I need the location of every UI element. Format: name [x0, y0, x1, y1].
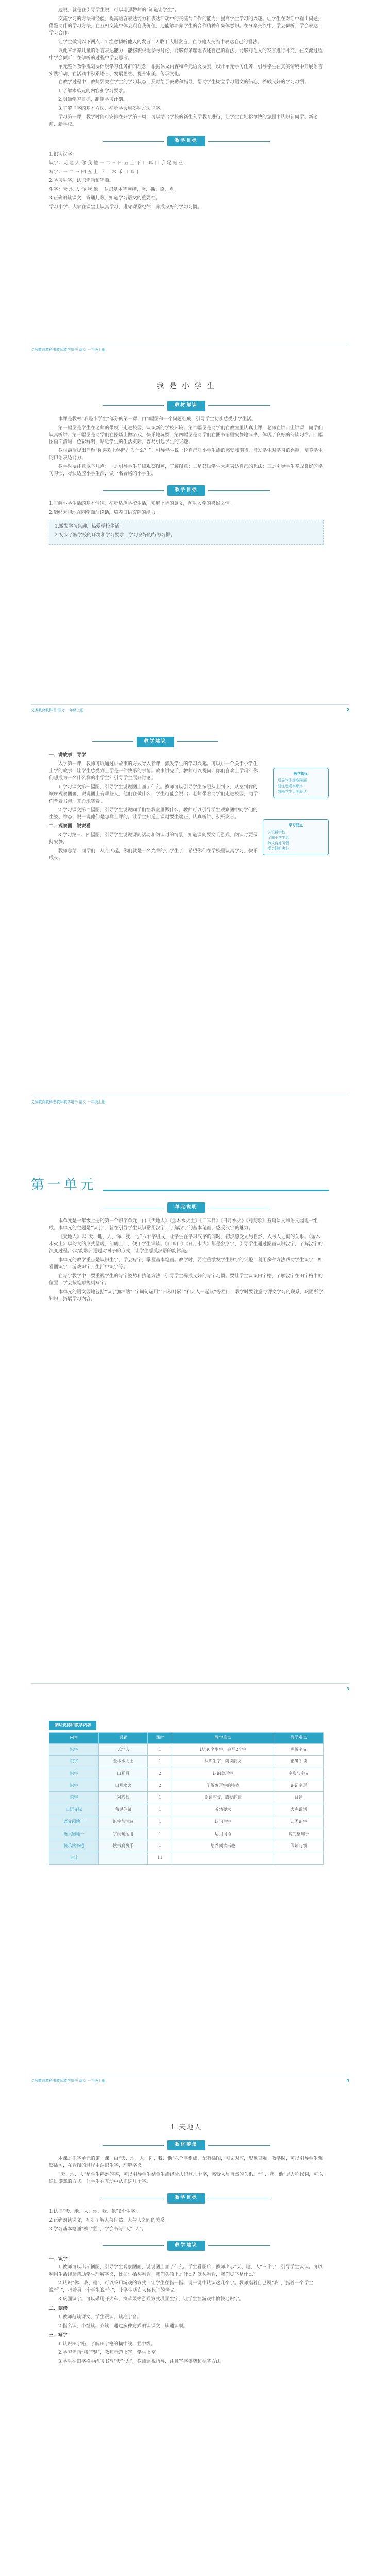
table-row [49, 1804, 324, 1816]
section-banner [49, 737, 262, 747]
goal-line: 3.正确朗读课文，背诵儿歌，知道学习语文的重要性。 [49, 195, 160, 201]
paragraph: 3.巩固识字。可以采用开火车、摘苹果等游戏方式巩固生字，让学生在游戏中愉快地识字。 [58, 2297, 244, 2302]
table-cell: 识字 [49, 1743, 99, 1755]
table-cell: 2 [148, 1768, 172, 1780]
table-cell: 口语交际 [49, 1804, 99, 1816]
table-cell: 认识生字 [172, 1816, 274, 1828]
column-header: 教学难点 [274, 1733, 324, 1743]
table-cell: 日月水火 [98, 1780, 148, 1791]
section-banner [49, 1202, 324, 1213]
unit-title: 第一单元 [31, 1177, 97, 1193]
tip-box [273, 768, 329, 798]
tip-line: 认识新学校 [267, 829, 285, 834]
goal-line: 学习小学：大家在课堂上认真学习，遵守课堂纪律，养成良好的学习习惯。 [49, 204, 203, 210]
paragraph: 2.明确学习目标，制定学习计划。 [58, 97, 128, 103]
paragraph: 本单元是一年级上册的第一个识字单元，由《天地人》《金木水火土》《口耳目》《日月水火》《对韵歌》五篇课文和语文园地一组成。本单元的主题是“识字”，旨在引导学生认识常用汉字，了解汉字的基本笔画，感受汉字的魅力。 [49, 1218, 318, 1231]
section-heading: 一、识字 [49, 2256, 68, 2262]
table-cell: 了解象形字的特点 [172, 1780, 274, 1791]
table-cell: 背诵 [274, 1792, 324, 1804]
tip-line: 鼓励学生大胆表达 [278, 789, 307, 794]
paragraph: 3.学习第三、四幅图，引导学生说说课间活动和阅读时的情景，知道课间要文明游戏，阅读时要保持安静。 [49, 833, 258, 845]
paragraph: 学习第一课，教学时间可安排在开学第一周，可以结合学校的新生入学教育进行，让学生在轻松愉快的氛围中认识新同学、新老师、新学校。 [49, 115, 318, 128]
table-cell: 识记字形 [274, 1780, 324, 1791]
tip-line: 引导学生观察图画 [278, 778, 307, 783]
tip-line: 了解小学生活 [267, 835, 289, 840]
paragraph: 2.学习课文第二幅图，引导学生说说同学们在教室里做什么。教师可以引导学生观察图中同学们的坐姿、神态，说一说他们是怎样上课的。让学生知道上课时要坐端正、认真听讲、积极发言。 [49, 807, 258, 820]
lesson-title: 我 是 小 学 生 [157, 382, 216, 391]
goal-line: 生字：天 地 人 你 我 他 ，认识基本笔画横、竖、撇、捺、点。 [49, 187, 179, 192]
section-banner [49, 401, 324, 411]
note-item: 1.激发学习兴趣，热爱学校生活。 [55, 523, 124, 529]
table-row [49, 1768, 324, 1780]
table-cell: 2 [148, 1780, 172, 1791]
goal-line: 2.正确朗读课文，初步了解人与自然、人与人之间的关系。 [49, 2217, 170, 2223]
page-number: 3 [346, 1686, 349, 1691]
table-cell: 1 [148, 1840, 172, 1852]
table-cell: 11 [148, 1852, 172, 1864]
section-banner [49, 136, 324, 146]
goal-line: 2.能够大胆地在同学面前说话，培养口语交际的能力。 [49, 510, 160, 515]
page-footer [31, 1683, 349, 1693]
table-cell: 合计 [49, 1852, 99, 1864]
page-1 [0, 0, 370, 361]
lesson-table [49, 1732, 324, 1864]
table-cell [274, 1852, 324, 1864]
paragraph: 教材最后提出问题“你喜欢上学吗？为什么？”，引导学生说一说自己对小学生活的感受和期待，激发学生对学习的兴趣，培养学生的口语表达能力。 [49, 448, 323, 461]
table-cell: 字词句运用 [98, 1828, 148, 1840]
table-cell: 我说你做 [98, 1804, 148, 1816]
table-cell: 语文园地一 [49, 1816, 99, 1828]
goal-line: 写字：一 二 三 四 五 上 下 十 木 禾 口 耳 目 [49, 169, 141, 175]
paragraph: 1.教师可以出示插图，引导学生观察图画，说说图上画了什么。学生看图后，教师出示“天、地、人”三个字，引导学生认读。可以利用生活经验帮助学生理解字义，比如：抬头看看，我们头顶上是什么？低头看看，我们脚下是什么？ [49, 2265, 323, 2278]
paragraph: 《天地人》以“天、地、人、你、我、他”六个字组成，让学生在学习汉字的同时，初步感受人与自然、人与人之间的关系。《金木水火土》以韵文的形式呈现，朗朗上口，便于学生诵读。《口耳目》《日月水火》都是象形字，引导学生通过图画认识汉字，了解汉字的演变过程。《对韵歌》通过对对子的形式，让学生感受汉语的韵律美。 [49, 1234, 323, 1254]
table-cell: 语文园地一 [49, 1828, 99, 1840]
footer-title: 义务教育教科书 语文 一年级上册 [31, 708, 84, 713]
table-cell: 认识生字，朗读韵文 [172, 1756, 274, 1768]
paragraph: 本课是识字单元的第一课，由“天、地、人、你、我、他”六个字组成，配有插图，图文对应，形象直观。教学时，可以引导学生观察插图，在看图的过程中认识生字，理解字义。 [49, 2156, 323, 2169]
tip-line: 要注意观察顺序 [278, 784, 303, 788]
footer-title: 义务教育教科书教师教学用书 语文 一年级上册 [31, 2078, 106, 2083]
goal-line: 1.认识“天、地、人、你、我、他”6个生字。 [49, 2209, 140, 2214]
paragraph: 教学时要注意以下几点：一是引导学生仔细观察图画，了解图意；二是鼓励学生大胆表达自己的想法；三是引导学生养成良好的学习习惯，尽快适应小学生活，做一名合格的小学生。 [49, 464, 323, 477]
paragraph: 2.认识“你、我、他”，可以采用游戏的方式，让学生在指一指、说一说中认识这几个字。教师指着自己说“我”，指着一个学生说“你”，指着另一个学生说“他”，让学生明白人称代词的含义。 [49, 2281, 313, 2294]
table-cell: 天地人 [98, 1743, 148, 1755]
tip-line: 学会倾听表达 [267, 846, 289, 851]
goal-line: 1.了解小学生活的基本情况，初步适应学校生活，知道上学的意义，萌生入学的喜悦之情。 [49, 501, 234, 507]
table-cell [98, 1852, 148, 1864]
paragraph: 本课是教材“我是小学生”部分的第一课，由4幅图和一个问题组成，引导学生初步感受小学生活。 [58, 416, 256, 422]
paragraph: “天、地、人”是学生熟悉的字，可以引导学生结合生活经验认识这几个字，感受人与自然的关系。“你、我、他”是人称代词，可以通过游戏的方式，让学生在互动中认识这几个字。 [49, 2172, 323, 2184]
table-cell: 字形与字义 [274, 1768, 324, 1780]
section-heading: 三、写字 [49, 2332, 68, 2338]
paragraph: 在教学过程中，教师要关注学生的学习状态，及时给予鼓励和指导，帮助学生树立学习语文的信心，养成良好的学习习惯。 [58, 80, 309, 86]
table-caption: 课时安排和教学内容 [49, 1721, 96, 1730]
table-cell: 1 [148, 1792, 172, 1804]
page-4 [0, 1113, 370, 1700]
banner-label: 教学建议 [167, 2241, 205, 2251]
table-cell [172, 1852, 274, 1864]
paragraph: 让学生做到以下两点：1.注意倾听他人的发言；2.敢于大胆发言，在与他人交流中表达自己的看法。 [58, 39, 262, 45]
table-row [49, 1852, 324, 1864]
table-row [49, 1780, 324, 1791]
banner-label: 教学目标 [167, 2193, 205, 2204]
goal-line: 3.学习基本笔画“横”“竖”，学会书写“天”“人”。 [49, 2226, 147, 2232]
table-row [49, 1743, 324, 1755]
column-header: 内容 [49, 1733, 99, 1743]
paragraph: 2.学习笔画“横”“竖”，教师示范书写，学生书空。 [58, 2350, 160, 2355]
table-cell: 快乐读书吧 [49, 1840, 99, 1852]
note-box [49, 520, 324, 545]
paragraph: 3.了解识字的基本方法，初步学会用多种方法识字。 [58, 106, 165, 112]
page-6 [0, 2092, 370, 2576]
tip-box-title: 学习要点 [289, 823, 303, 827]
tip-line: 养成良好习惯 [267, 841, 289, 845]
table-row [49, 1756, 324, 1768]
table-cell: 认识象形字 [172, 1768, 274, 1780]
page-footer [31, 2075, 349, 2084]
page-footer [31, 1096, 349, 1106]
section-banner [49, 2140, 324, 2150]
table-cell: 1 [148, 1828, 172, 1840]
banner-label: 教学建议 [137, 737, 174, 747]
page-number: 2 [346, 707, 349, 713]
table-cell: 阅读习惯 [274, 1840, 324, 1852]
table-cell: 1 [148, 1756, 172, 1768]
lesson-title: 1 天地人 [170, 2124, 203, 2131]
paragraph: 单元整体教学规划要体现学习任务群的理念，根据课文内容和单元语文要素，设计单元学习任务，引导学生在真实情境中开展语言实践活动，在活动中积累语言、发展思维、提升审美、传承文化。 [49, 64, 323, 77]
banner-label: 教学目标 [167, 136, 205, 146]
column-header: 课时 [148, 1733, 172, 1743]
section-banner [49, 2193, 324, 2204]
table-row [49, 1840, 324, 1852]
section-heading: 二、观察图，说说看 [49, 824, 91, 829]
tip-box-title: 教学提示 [294, 771, 308, 776]
paragraph: 以此来培养儿童的语言表达能力，能够积极地参与讨论，能够有条理地表述自己的看法，能够对他人的发言进行补充，在交流过程中学会倾听，在倾听的过程中学会思考。 [49, 48, 323, 61]
table-cell: 1 [148, 1743, 172, 1755]
table-cell: 识字 [49, 1780, 99, 1791]
tip-box [263, 819, 329, 855]
table-cell: 理解字义 [274, 1743, 324, 1755]
paragraph: 1.了解本单元的内容和学习要求。 [58, 89, 128, 94]
table-cell: 识字 [49, 1756, 99, 1768]
paragraph: 交流学习的方法和经验，提高语言表达能力和表达活动中的交流与合作的能力，提高学生学习的兴趣。让学生在对话中看出问题，借鉴同伴的学习方法，在互相交流中体会到自我价值，还能够培养学生的合作精神和集体意识。在分享交流中，学会倾听、学会表达、学会合作。 [49, 16, 323, 36]
paragraph: 1.学习课文第一幅图，引导学生说说图上画了什么。教师可以引导学生按照从上到下、从左到右的顺序观察图画，说说图上有哪些人，他们在做什么，学生可能会说出：老师带着同学们走进校园，同学们背着书包，开心地笑着。 [49, 784, 258, 804]
paragraph: 第一幅图是学生在老师的带领下走进校园，认识新的学校环境；第二幅图是同学们在教室里认真上课，老师在讲台上讲课，同学们认真听讲；第三幅图是同学们在操场上做游戏，快乐地玩耍；第四幅图是同学们在图书馆里安静地读书，体现了良好的阅读习惯。四幅图画面清晰，色彩鲜明，贴近学生的生活实际，容易引起学生的兴趣。 [49, 425, 323, 445]
page-3 [0, 721, 370, 1113]
table-cell: 识字 [49, 1792, 99, 1804]
table-cell: 对韵歌 [98, 1792, 148, 1804]
unit-header [31, 1175, 370, 1195]
banner-label: 教材解读 [167, 401, 205, 411]
paragraph: 1.教师范读课文，学生跟读，读准字音。 [58, 2315, 142, 2320]
paragraph: 3.学生在田字格中练习书写“天”“人”，教师巡视指导，注意写字姿势和执笔方法。 [58, 2359, 225, 2364]
goal-line: 2.学习生字，认识笔画和笔顺。 [49, 178, 114, 183]
column-header: 课题 [98, 1733, 148, 1743]
paragraph: 本单元的教学重点是认识生字，学会写字，掌握基本笔画。教学时，要注重激发学生识字的兴趣，利用多种方法帮助学生识字，如看图识字、游戏识字、生活中识字等。 [49, 1257, 323, 1270]
table-cell: 归类识字 [274, 1816, 324, 1828]
table-cell: 口耳目 [98, 1768, 148, 1780]
paragraph: 在写字教学中，要重视学生的写字姿势和执笔方法，引导学生养成良好的写字习惯。要让学生认识田字格，了解汉字在田字格中的位置，学会按笔顺规则写字。 [49, 1273, 323, 1286]
goal-line: 1.识认汉字： [49, 152, 77, 157]
table-cell: 认识6个生字，会写2个字 [172, 1743, 274, 1755]
table-cell: 正确朗读 [274, 1756, 324, 1768]
table-cell: 识字 [49, 1768, 99, 1780]
table-cell: 金木水火土 [98, 1756, 148, 1768]
paragraph: 1.认识田字格，了解田字格的横中线、竖中线。 [58, 2341, 156, 2347]
table-cell: 1 [148, 1804, 172, 1816]
page-footer [31, 344, 349, 353]
table-row [49, 1792, 324, 1804]
footer-title: 义务教育教科书教师教学用书 语文 一年级上册 [31, 1099, 106, 1104]
paragraph: 入学第一课，教师可以通过讲故事的方式导入新课，激发学生的学习兴趣。可以讲一个关于小学生上学的故事，让学生感受到上学是一件快乐的事情。故事讲完后，教师可以提问：你们喜欢上学吗？你们想成为一名什么样的小学生？引导学生展开讨论。 [49, 761, 258, 781]
section-heading: 二、朗读 [49, 2306, 68, 2312]
table-cell: 读书真快乐 [98, 1840, 148, 1852]
paragraph: 边说，就是在引导学生说，可以增强教师的“知道让学生”。 [58, 8, 179, 13]
table-cell: 运用词语 [172, 1828, 274, 1840]
footer-title: 义务教育教科书教师教学用书 语文 一年级上册 [31, 347, 106, 352]
page-number: 4 [346, 2078, 349, 2083]
paragraph: 本单元的语文园地包括“识字加油站”“字词句运用”“日积月累”“和大人一起读”等栏目，教学时要注意与课文学习的联系，巩固所学知识，拓展学习内容。 [49, 1289, 323, 1302]
column-header: 教学重点 [172, 1733, 274, 1743]
table-row [49, 1828, 324, 1840]
banner-label: 单元说明 [167, 1202, 205, 1213]
table-cell: 说完整句子 [274, 1828, 324, 1840]
table-cell: 大声说话 [274, 1804, 324, 1816]
page-5 [0, 1700, 370, 2092]
paragraph: 2.指名读、小组读、齐读，通过多种方式朗读课文，读通读顺。 [58, 2324, 188, 2329]
section-banner [49, 2241, 324, 2251]
banner-label: 教材解读 [167, 2140, 205, 2150]
section-banner [49, 485, 324, 496]
page-2 [0, 361, 370, 721]
note-item: 2.初步了解学校的环境和学习要求，学习良好的行为习惯。 [55, 532, 175, 538]
section-heading: 一、讲故事，导学 [49, 752, 87, 758]
banner-label: 教学目标 [167, 485, 205, 496]
table-cell: 1 [148, 1816, 172, 1828]
table-row [49, 1816, 324, 1828]
goal-line: 认字：天 地 人 你 我 他 一 二 三 四 五 上 下 口 耳 目 手 足 站 坐 [49, 160, 184, 166]
table-cell: 听清要求 [172, 1804, 274, 1816]
table-cell: 培养阅读兴趣 [172, 1840, 274, 1852]
table-cell: 朗读韵文，感受韵律 [172, 1792, 274, 1804]
page-footer [31, 704, 349, 714]
paragraph: 教师总结：同学们，从今天起，你们就是一名光荣的小学生了，希望你们在学校里认真学习，快乐成长。 [49, 849, 258, 861]
table-cell: 识字加油站 [98, 1816, 148, 1828]
